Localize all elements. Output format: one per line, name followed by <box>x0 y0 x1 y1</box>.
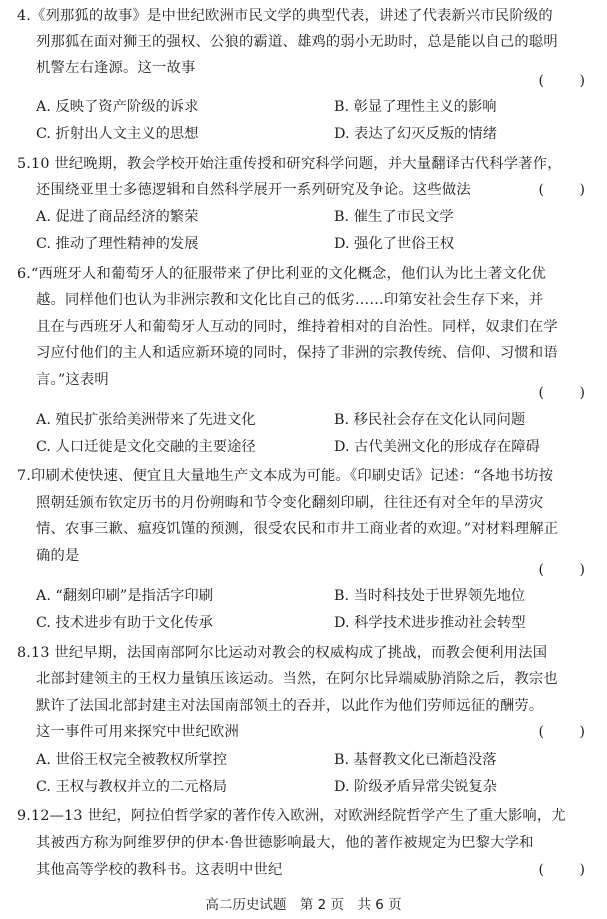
option-d[interactable]: D. 表达了幻灭反叛的情绪 <box>334 126 498 142</box>
question-text-line: 情、农事三歉、瘟疫饥馑的预测，很受农民和市井工商业者的欢迎。”对材料理解正 <box>36 521 559 537</box>
answer-blank[interactable]: ( ) <box>538 182 585 198</box>
question-text-line: 机警左右逢源。这一故事 <box>36 60 196 76</box>
question-text-line: 4.《列那狐的故事》是中世纪欧洲市民文学的典型代表，讲述了代表新兴市民阶级的 <box>17 8 553 24</box>
option-a[interactable]: A. 世俗王权完全被教权所掌控 <box>36 752 227 768</box>
question-text-line: 且在与西班牙人和葡萄牙人互动的同时，维持着相对的自治性。同样，奴隶们在学 <box>36 319 558 335</box>
question-text-line: 照朝廷颁布钦定历书的月份朔晦和节令变化翻刻印刷，往往还有对全年的旱涝灾 <box>36 495 544 511</box>
option-d[interactable]: D. 古代美洲文化的形成存在障碍 <box>334 439 540 455</box>
option-a[interactable]: A. “翻刻印刷”是指活字印刷 <box>36 588 213 604</box>
option-c[interactable]: C. 技术进步有助于文化传承 <box>36 615 213 631</box>
question-text-line: 这一事件可用来探究中世纪欧洲 <box>36 724 239 740</box>
answer-blank[interactable]: ( ) <box>538 724 585 740</box>
answer-blank[interactable]: ( ) <box>538 385 585 401</box>
option-a[interactable]: A. 促进了商品经济的繁荣 <box>36 209 199 225</box>
option-c[interactable]: C. 推动了理性精神的发展 <box>36 236 199 252</box>
question-text-line: 8.13 世纪早期，法国南部阿尔比运动对教会的权威构成了挑战，而教会便利用法国 <box>17 645 548 661</box>
option-b[interactable]: B. 基督教文化已渐趋没落 <box>334 752 497 768</box>
question-text-line: 列那狐在面对狮王的强权、公狼的霸道、雄鸡的弱小无助时，总是能以自己的聪明 <box>36 34 558 50</box>
question-text-line: 越。同样他们也认为非洲宗教和文化比自己的低劣……印第安社会生存下来，并 <box>36 292 544 308</box>
answer-blank[interactable]: ( ) <box>538 562 585 578</box>
page-footer: 高二历史试题 第 2 页 共 6 页 <box>205 897 402 913</box>
question-text-line: 其被西方称为阿维罗伊的伊本·鲁世德影响最大，他的著作被规定为巴黎大学和 <box>36 835 534 851</box>
option-a[interactable]: A. 殖民扩张给美洲带来了先进文化 <box>36 412 256 428</box>
option-b[interactable]: B. 当时科技处于世界领先地位 <box>334 588 526 604</box>
option-b[interactable]: B. 催生了市民文学 <box>334 209 454 225</box>
option-d[interactable]: D. 强化了世俗王权 <box>334 236 455 252</box>
question-text-line: 确的是 <box>36 548 80 564</box>
question-text-line: 北部封建领主的王权力量镇压该运动。当然，在阿尔比异端威胁消除之后，教宗也 <box>36 671 558 687</box>
question-text-line: 5.10 世纪晚期，教会学校开始注重传授和研究科学问题，并大量翻译古代科学著作， <box>17 156 562 172</box>
option-b[interactable]: B. 移民社会存在文化认同问题 <box>334 412 526 428</box>
question-text-line: 言。”这表明 <box>36 372 109 388</box>
option-d[interactable]: D. 科学技术进步推动社会转型 <box>334 615 526 631</box>
option-c[interactable]: C. 王权与教权并立的二元格局 <box>36 779 228 795</box>
question-text-line: 其他高等学校的教科书。这表明中世纪 <box>36 862 283 878</box>
question-text-line: 9.12—13 世纪，阿拉伯哲学家的著作传入欧洲，对欧洲经院哲学产生了重大影响，尤 <box>17 808 566 824</box>
option-c[interactable]: C. 人口迁徙是文化交融的主要途径 <box>36 439 256 455</box>
option-a[interactable]: A. 反映了资产阶级的诉求 <box>36 99 199 115</box>
question-text-line: 7.印刷术使快速、便宜且大量地生产文本成为可能。《印刷史话》记述：“各地书坊按 <box>17 468 554 484</box>
option-d[interactable]: D. 阶级矛盾异常尖锐复杂 <box>334 779 498 795</box>
question-text-line: 6.“西班牙人和葡萄牙人的征服带来了伊比利亚的文化概念，他们认为比土著文化优 <box>17 266 546 282</box>
question-text-line: 还围绕亚里士多德逻辑和自然科学展开一系列研究及争论。这些做法 <box>36 182 471 198</box>
question-text-line: 习应付他们的主人和适应新环境的同时，保持了非洲的宗教传统、信仰、习惯和语 <box>36 345 558 361</box>
option-b[interactable]: B. 彰显了理性主义的影响 <box>334 99 497 115</box>
question-text-line: 默许了法国北部封建主对法国南部领土的吞并，以此作为他们劳师远征的酬劳。 <box>36 698 544 714</box>
answer-blank[interactable]: ( ) <box>538 73 585 89</box>
option-c[interactable]: C. 折射出人文主义的思想 <box>36 126 199 142</box>
answer-blank[interactable]: ( ) <box>538 862 585 878</box>
